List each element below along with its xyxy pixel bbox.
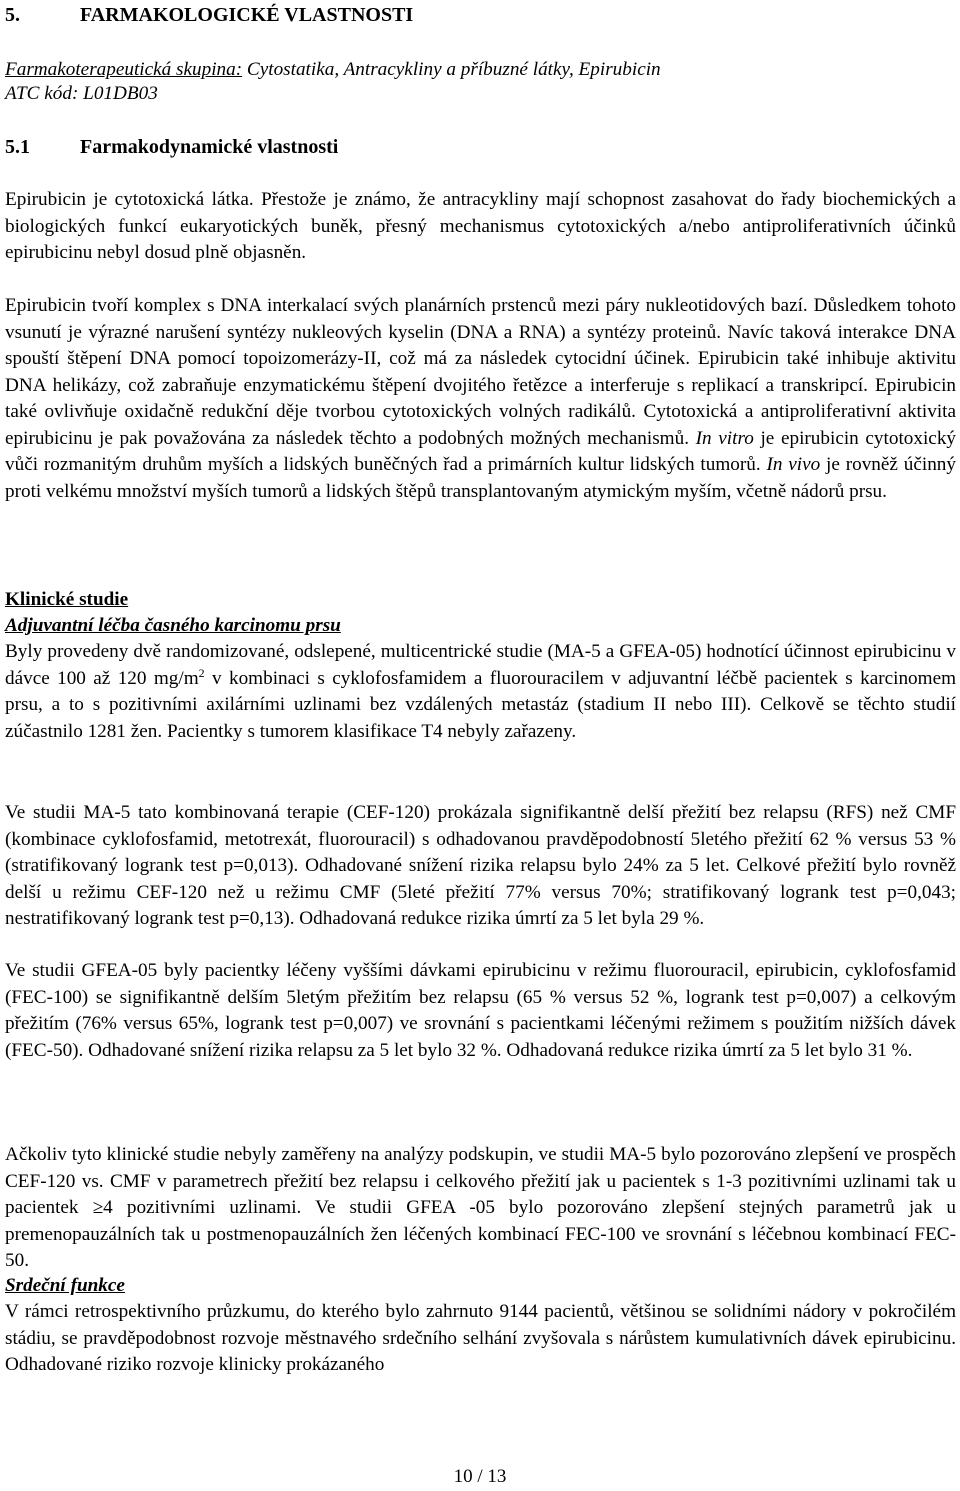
pharm-group-label: Farmakoterapeutická skupina: (5, 59, 243, 80)
cardiac-heading: Srdeční funkce (5, 1275, 125, 1296)
text-run: je epirubicin cytotoxický vůči rozmanitým druhům myších a lidských buněčných řad a primárních kultur lidských tumorů. (5, 427, 957, 475)
paragraph-gfea05-study: Ve studii GFEA-05 byly pacientky léčeny vyššími dávkami epirubicinu v režimu fluorouracil, epirubicin, cyklofosfamid (FEC-100) se signifikantně delším 5letým přežitím bez relapsu (65 % versus 52 %, logrank test p=0,007) a celkovým přežitím (76% versus 65%, logrank test p=0,007) ve srovnání s pacientkami léčenými režimem s použitím nižších dávek (FEC-50). Odhadované snížení rizika relapsu za 5 let bylo 32 %. Odhadovaná redukce rizika úmrtí za 5 let bylo 31 %. (5, 960, 956, 1061)
pharm-group-line (5, 57, 661, 84)
adjuvant-subheading: Adjuvantní léčba časného karcinomu prsu (5, 615, 341, 636)
section-number: 5. (5, 4, 20, 26)
page-number: 10 / 13 (453, 1466, 507, 1487)
section-title: FARMAKOLOGICKÉ VLASTNOSTI (80, 4, 414, 26)
paragraph-subgroups: Ačkoliv tyto klinické studie nebyly zaměřeny na analýzy podskupin, ve studii MA-5 bylo pozorováno zlepšení ve prospěch CEF-120 vs. CMF v parametrech přežití bez relapsu i celkového přežití jak u pacientek s 1-3 pozitivními uzlinami tak u pacientek ≥4 pozitivními uzlinami. Ve studii GFEA -05 bylo pozorováno zlepšení stejných parametrů jak u premenopauzálních tak u postmenopauzálních žen léčených kombinací FEC-100 ve srovnání s léčebnou kombinací FEC-50. (5, 1144, 956, 1271)
text-run: Epirubicin tvoří komplex s DNA interkalací svých planárních prstenců mezi páry nukleotidových bazí. Důsledkem tohoto vsunutí je výrazné narušení syntézy nukleových kyselin (DNA a RNA) a syntézy proteinů. Navíc taková interakce DNA spouští štěpení DNA pomocí topoizomerázy-II, což má za následek cytocidní účinek. Epirubicin také inhibuje aktivitu DNA helikázy, což zabraňuje enzymatickému štěpení dvojitého řetězce a interferuje s replikací a transkripcí. Epirubicin také ovlivňuje oxidačně redukční děje tvorbou cytotoxických volných radikálů. Cytotoxická a antiproliferativní aktivita epirubicinu je pak považována za následek těchto a podobných možných mechanismů. (5, 295, 956, 449)
paragraph-intro: Epirubicin je cytotoxická látka. Přestože je známo, že antracykliny mají schopnost zasahovat do řady biochemických a biologických funkcí eukaryotických buněk, přesný mechanismus cytotoxických a/nebo antiproliferativních účinků epirubicinu nebyl dosud plně objasněn. (5, 189, 956, 263)
section-5-heading (5, 2, 413, 29)
section-5-1-heading (5, 134, 338, 161)
text-run: je rovněž účinný proti velkému množství myších tumorů a lidských štěpů transplantovaným atymickým myším, včetně nádorů prsu. (5, 454, 956, 502)
in-vitro-term: In vitro (695, 427, 754, 449)
in-vivo-term: In vivo (766, 454, 821, 475)
text-run: Byly provedeny dvě randomizované, odslepené, multicentrické studie (MA-5 a GFEA-05) hodnotící účinnost epirubicinu v dávce 100 až 120 mg/m (5, 641, 956, 689)
text-run: v kombinaci s cyklofosfamidem a fluorouracilem v adjuvantní léčbě pacientek s karcinomem prsu, a to s pozitivními axilárními uzlinami bez vzdálených metastáz (stadium II nebo III). Celkově se těchto studií zúčastnilo 1281 žen. Pacientky s tumorem klasifikace T4 nebyly zařazeny. (5, 667, 957, 742)
paragraph-cardiac: V rámci retrospektivního průzkumu, do kterého bylo zahrnuto 9144 pacientů, většinou se solidními nádory v pokročilém stádiu, se pravděpodobnost rozvoje městnavého srdečního selhání zvyšovala s nárůstem kumulativních dávek epirubicinu. Odhadované riziko rozvoje klinicky prokázaného (5, 1301, 956, 1375)
clinical-studies-heading: Klinické studie (5, 589, 129, 610)
pharm-group-value: Cytostatika, Antracykliny a příbuzné látky, Epirubicin (242, 59, 661, 80)
paragraph-studies-overview (5, 639, 956, 745)
atc-code: ATC kód: L01DB03 (5, 83, 158, 104)
section-number: 5.1 (5, 136, 30, 158)
paragraph-mechanism (5, 293, 956, 505)
paragraph-ma5-study: Ve studii MA-5 tato kombinovaná terapie (CEF-120) prokázala signifikantně delší přežití bez relapsu (RFS) než CMF (kombinace cyklofosfamid, metotrexát, fluorouracil) s odhadovanou pravděpodobností 5letého přežití 62 % versus 53 % (stratifikovaný logrank test p=0,013). Odhadované snížení rizika relapsu bylo 24% za 5 let. Celkové přežití bylo rovněž delší u režimu CEF-120 než u režimu CMF (5leté přežití 77% versus 70%; stratifikovaný logrank test p=0,043; nestratifikovaný logrank test p=0,13). Odhadovaná redukce rizika úmrtí za 5 let byla 29 %. (5, 802, 956, 929)
superscript: 2 (198, 665, 205, 680)
section-title: Farmakodynamické vlastnosti (80, 136, 339, 158)
